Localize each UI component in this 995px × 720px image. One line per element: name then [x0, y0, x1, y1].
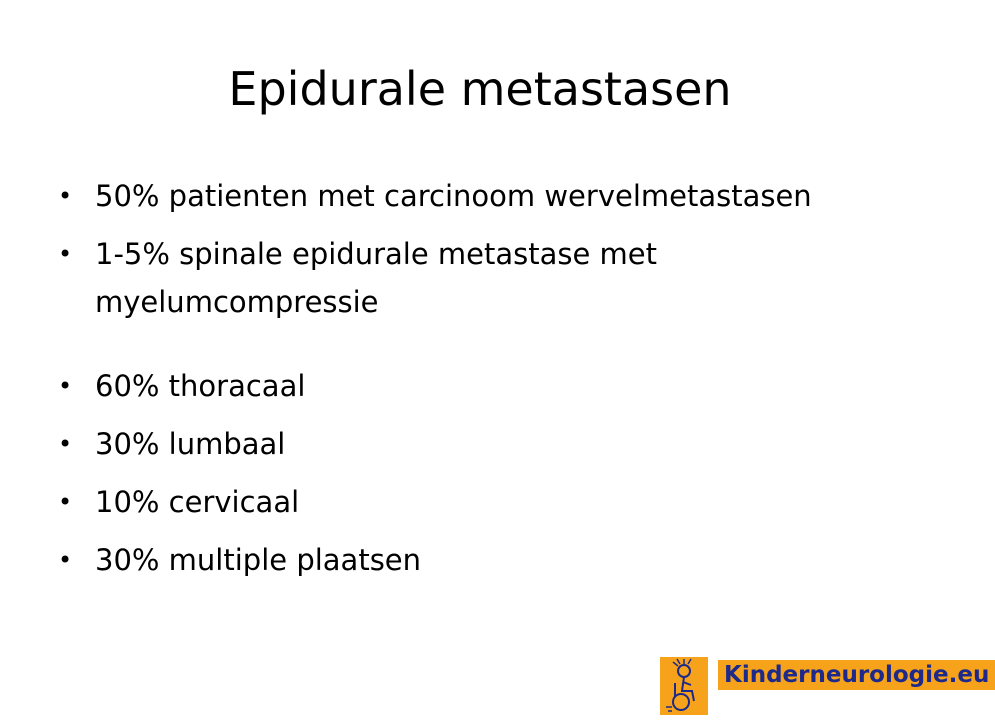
- bullet-dot-icon: •: [58, 546, 73, 574]
- bullet-item: [58, 536, 918, 584]
- kinderneurologie-logo: [660, 657, 990, 715]
- logo-text: Kinderneurologie.eu: [718, 660, 995, 690]
- bullet-text: 30% multiple plaatsen: [95, 543, 422, 577]
- bullet-text-continuation: myelumcompressie: [95, 285, 379, 319]
- child-wheelchair-icon: [660, 657, 708, 715]
- bullet-dot-icon: •: [58, 488, 73, 516]
- bullet-dot-icon: •: [58, 240, 73, 268]
- bullet-text: 60% thoracaal: [95, 369, 306, 403]
- bullet-item: [58, 172, 918, 220]
- bullet-list: [58, 172, 918, 594]
- bullet-dot-icon: •: [58, 182, 73, 210]
- bullet-item: [58, 420, 918, 468]
- bullet-item: [58, 230, 918, 326]
- bullet-dot-icon: •: [58, 372, 73, 400]
- bullet-item: [58, 362, 918, 410]
- bullet-text: 30% lumbaal: [95, 427, 286, 461]
- bullet-item: [58, 478, 918, 526]
- bullet-text: 1-5% spinale epidurale metastase met: [95, 237, 658, 271]
- bullet-text: 10% cervicaal: [95, 485, 300, 519]
- bullet-text: 50% patienten met carcinoom wervelmetastasen: [95, 179, 812, 213]
- bullet-dot-icon: •: [58, 430, 73, 458]
- slide-title: Epidurale metastasen: [228, 62, 732, 116]
